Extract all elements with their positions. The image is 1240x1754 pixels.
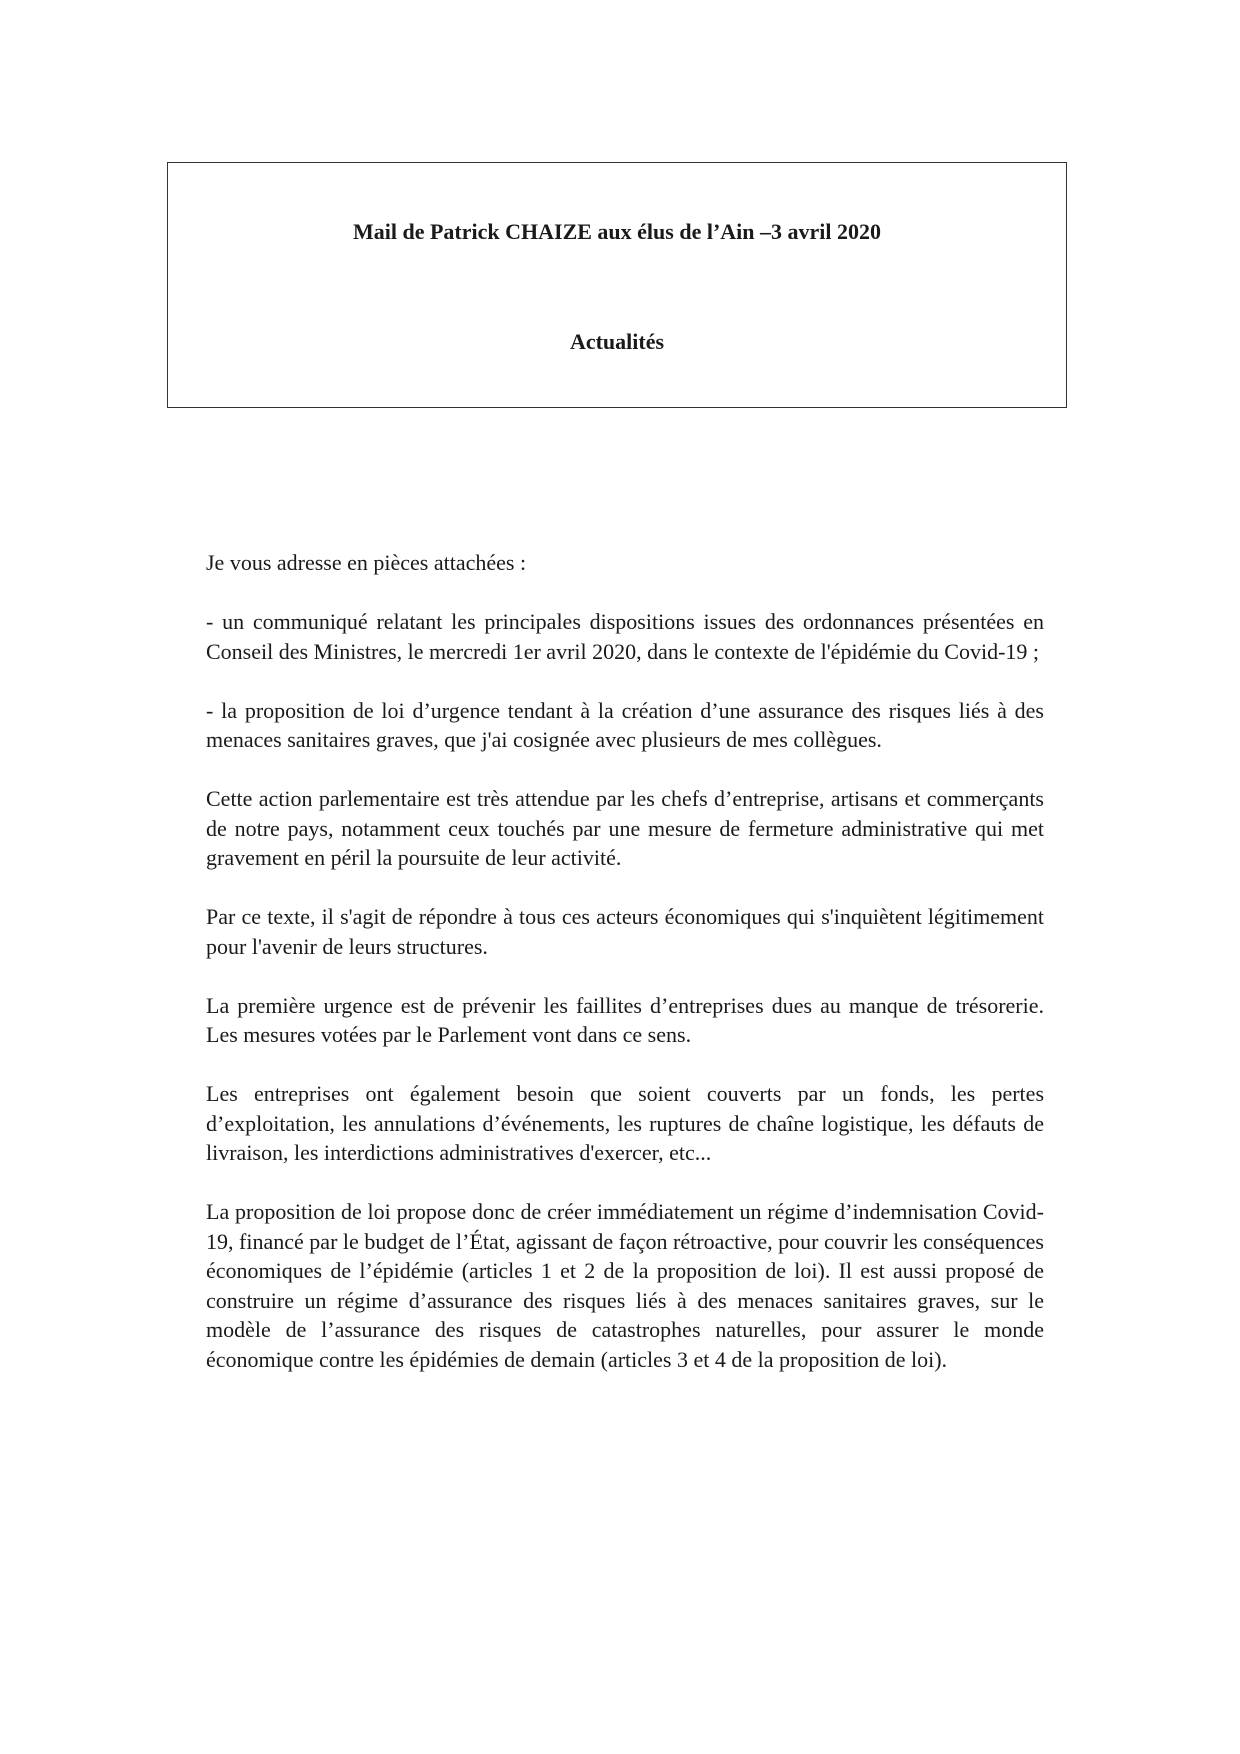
paragraph-proposition-loi: - la proposition de loi d’urgence tendant à la création d’une assurance des risques liés à des menaces sanitaires graves, que j'ai cosignée avec plusieurs de mes collègues. <box>206 697 1044 752</box>
paragraph-urgence: La première urgence est de prévenir les faillites d’entreprises dues au manque de trésorerie. Les mesures votées par le Parlement vont dans ce sens. <box>206 992 1044 1047</box>
paragraph-texte: Par ce texte, il s'agit de répondre à tous ces acteurs économiques qui s'inquiètent légitimement pour l'avenir de leurs structures. <box>206 904 1044 959</box>
document-subtitle: Actualités <box>569 329 665 354</box>
paragraph-action-parlementaire: Cette action parlementaire est très attendue par les chefs d’entreprise, artisans et commerçants de notre pays, notamment ceux touchés par une mesure de fermeture administrative qui met gravement en péril la poursuite de leur activité. <box>206 786 1044 870</box>
paragraph-entreprises: Les entreprises ont également besoin que soient couverts par un fonds, les pertes d’exploitation, les annulations d’événements, les ruptures de chaîne logistique, les défauts de livraison, les interdictions administratives d'exercer, etc... <box>206 1081 1044 1165</box>
paragraph-communique: - un communiqué relatant les principales dispositions issues des ordonnances présentées en Conseil des Ministres, le mercredi 1er avril 2020, dans le contexte de l'épidémie du Covid-19 ; <box>206 609 1044 664</box>
paragraph-regime: La proposition de loi propose donc de créer immédiatement un régime d’indemnisation Covid-19, financé par le budget de l’État, agissant de façon rétroactive, pour couvrir les conséquences économiques de l’épidémie (articles 1 et 2 de la proposition de loi). Il est aussi proposé de construire un régime d’assurance des risques liés à des menaces sanitaires graves, sur le modèle de l’assurance des risques de catastrophes naturelles, pour assurer le monde économique contre les épidémies de demain (articles 3 et 4 de la proposition de loi). <box>206 1199 1044 1372</box>
header-box <box>167 162 1067 408</box>
document-title: Mail de Patrick CHAIZE aux élus de l’Ain –3 avril 2020 <box>353 219 881 244</box>
intro-paragraph: Je vous adresse en pièces attachées : <box>206 550 527 575</box>
letter-body <box>206 548 1044 1374</box>
